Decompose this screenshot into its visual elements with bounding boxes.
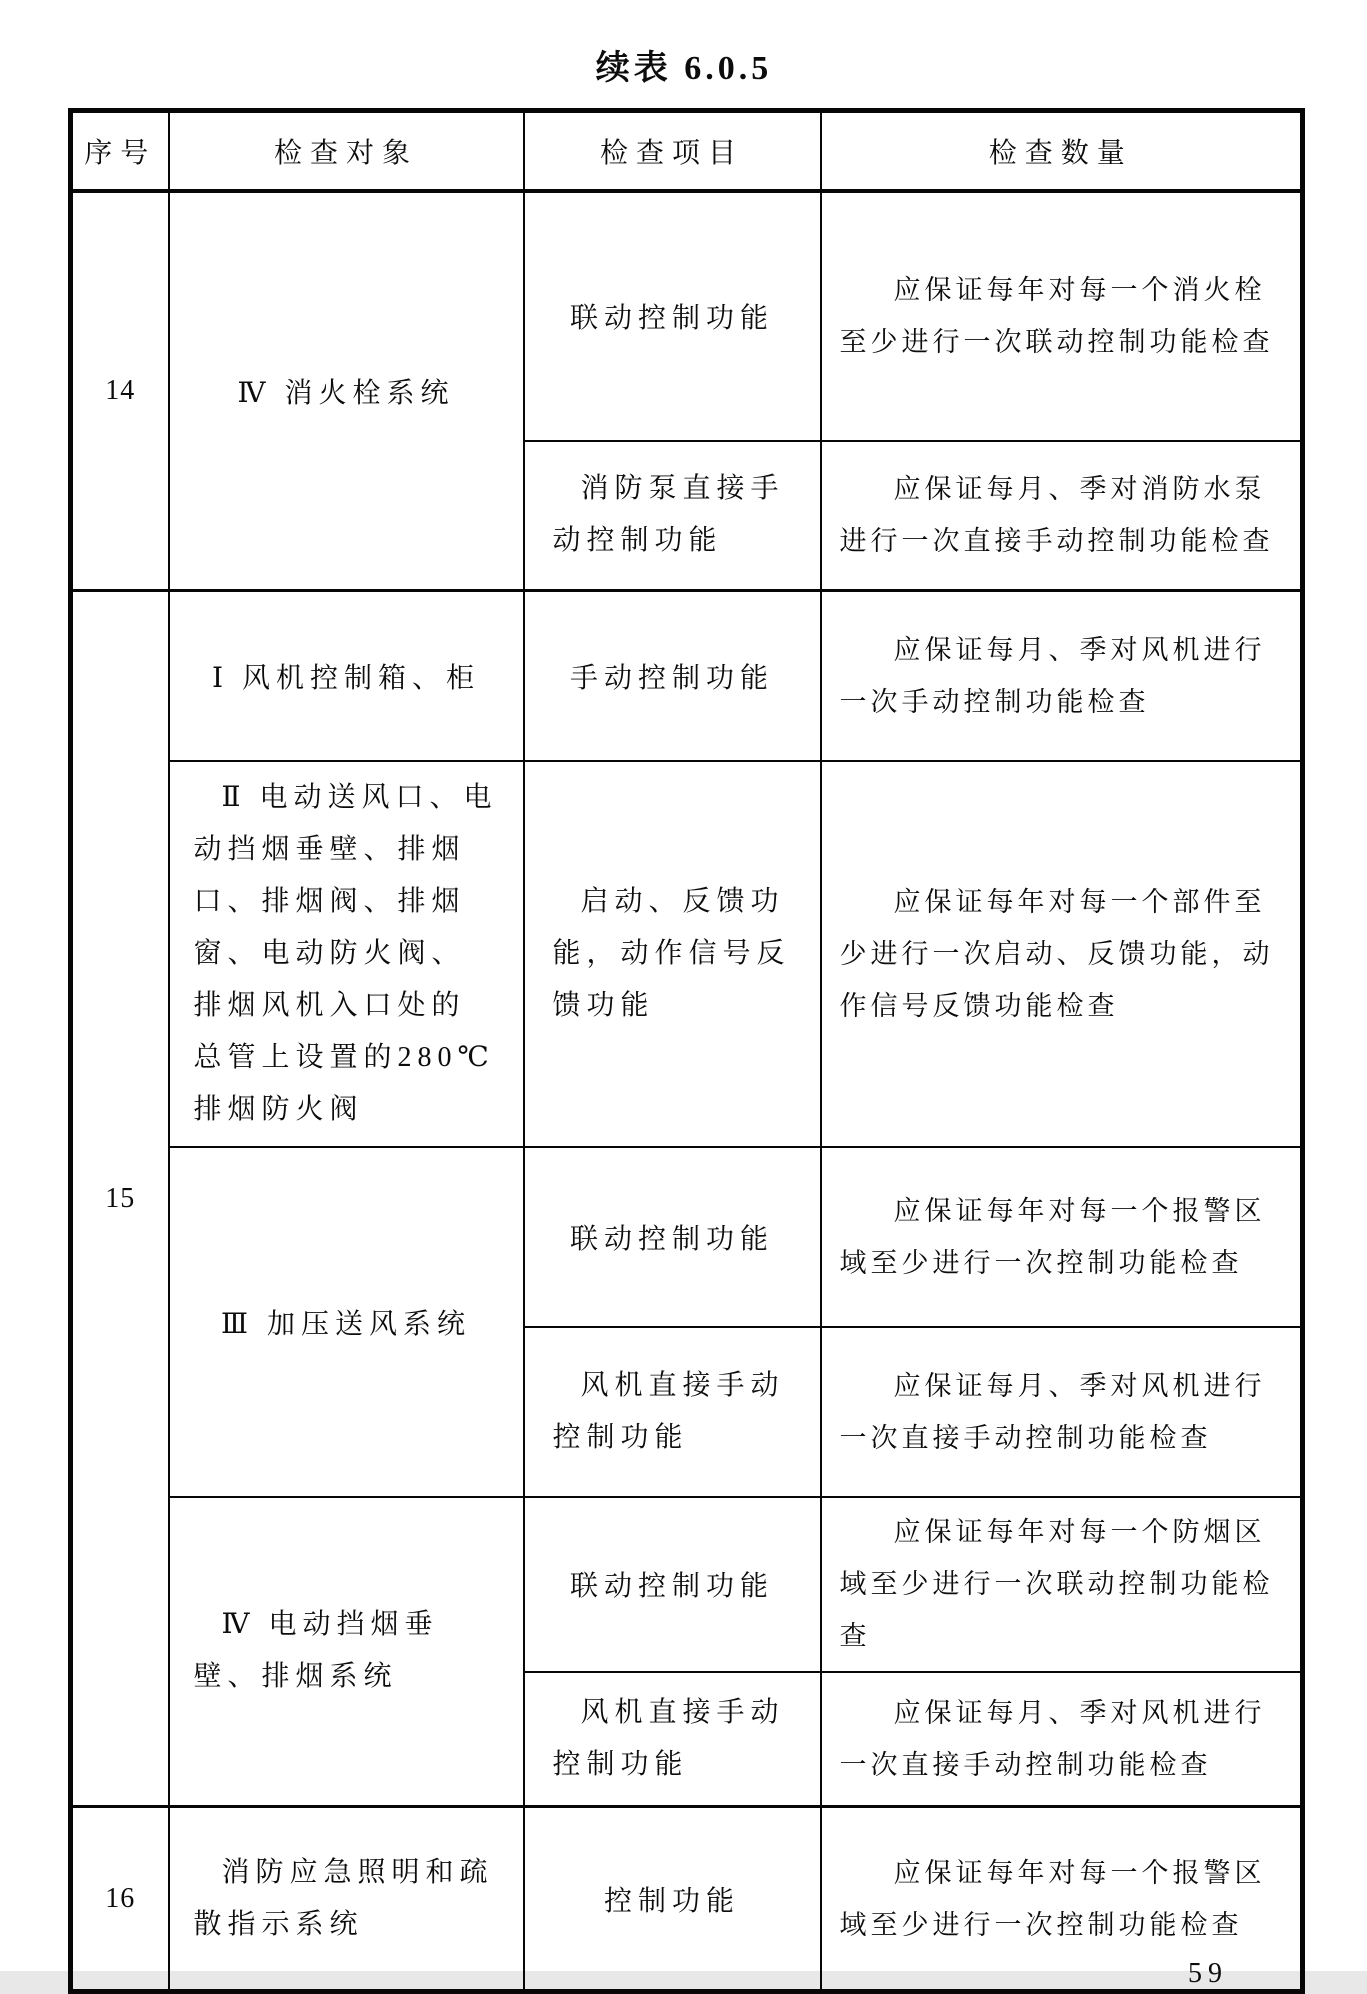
quantity-cell: 应保证每年对每一个消火栓至少进行一次联动控制功能检查	[821, 191, 1303, 441]
object-cell-pressurized-air-system: Ⅲ 加压送风系统	[169, 1147, 524, 1497]
header-cell-object: 检查对象	[169, 111, 524, 191]
item-cell-linkage-control: 联动控制功能	[524, 191, 821, 441]
table-row	[71, 1497, 1303, 1672]
item-cell-manual-control: 手动控制功能	[524, 591, 821, 761]
table-row	[71, 1807, 1303, 1992]
quantity-cell: 应保证每月、季对风机进行一次直接手动控制功能检查	[821, 1327, 1303, 1497]
object-cell-smoke-curtain-exhaust-system: Ⅳ 电动挡烟垂壁、排烟系统	[169, 1497, 524, 1807]
quantity-cell: 应保证每年对每一个防烟区域至少进行一次联动控制功能检查	[821, 1497, 1303, 1672]
inspection-table	[68, 108, 1305, 1994]
object-cell-emergency-lighting-system: 消防应急照明和疏散指示系统	[169, 1807, 524, 1992]
table-title: 续表 6.0.5	[595, 50, 773, 87]
table-row	[71, 191, 1303, 441]
table-row	[71, 1147, 1303, 1327]
item-cell-control-function: 控制功能	[524, 1807, 821, 1992]
table-row	[71, 591, 1303, 761]
header-row	[71, 111, 1303, 191]
object-cell-hydrant-system: Ⅳ 消火栓系统	[169, 191, 524, 591]
header-cell-index: 序号	[71, 111, 169, 191]
header-cell-quantity: 检查数量	[821, 111, 1303, 191]
item-cell-fan-direct-manual: 风机直接手动控制功能	[524, 1672, 821, 1807]
index-cell-15: 15	[71, 591, 169, 1807]
item-cell-fan-direct-manual: 风机直接手动控制功能	[524, 1327, 821, 1497]
item-cell-pump-direct-manual: 消防泵直接手动控制功能	[524, 441, 821, 591]
quantity-cell: 应保证每月、季对风机进行一次直接手动控制功能检查	[821, 1672, 1303, 1807]
page-number: 59	[1188, 1958, 1228, 1989]
quantity-cell: 应保证每月、季对消防水泵进行一次直接手动控制功能检查	[821, 441, 1303, 591]
item-cell-linkage-control: 联动控制功能	[524, 1497, 821, 1672]
table-body	[71, 191, 1303, 1992]
object-cell-fan-control-cabinet: Ⅰ 风机控制箱、柜	[169, 591, 524, 761]
quantity-cell: 应保证每年对每一个报警区域至少进行一次控制功能检查	[821, 1807, 1303, 1992]
object-cell-smoke-dampers: Ⅱ 电动送风口、电动挡烟垂壁、排烟口、排烟阀、排烟窗、电动防火阀、排烟风机入口处的总管上设置的280℃排烟防火阀	[169, 761, 524, 1147]
index-cell-16: 16	[71, 1807, 169, 1992]
table-header	[71, 111, 1303, 191]
quantity-cell: 应保证每年对每一个部件至少进行一次启动、反馈功能，动作信号反馈功能检查	[821, 761, 1303, 1147]
item-cell-linkage-control: 联动控制功能	[524, 1147, 821, 1327]
quantity-cell: 应保证每月、季对风机进行一次手动控制功能检查	[821, 591, 1303, 761]
quantity-cell: 应保证每年对每一个报警区域至少进行一次控制功能检查	[821, 1147, 1303, 1327]
item-cell-start-feedback: 启动、反馈功能，动作信号反馈功能	[524, 761, 821, 1147]
table-row	[71, 761, 1303, 1147]
index-cell-14: 14	[71, 191, 169, 591]
header-cell-item: 检查项目	[524, 111, 821, 191]
